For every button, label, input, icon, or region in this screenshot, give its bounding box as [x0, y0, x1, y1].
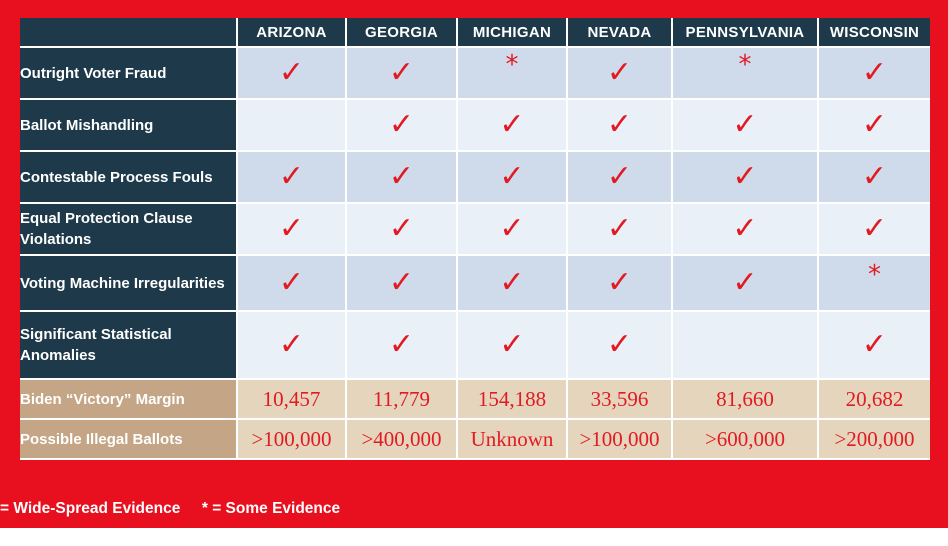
- margin-value: 81,660: [673, 380, 819, 420]
- mark-cell: [458, 100, 568, 152]
- mark-cell: [673, 100, 819, 152]
- mark-cell: [819, 256, 930, 312]
- illegal-ballots-value: >100,000: [568, 420, 673, 460]
- table-row: [20, 204, 930, 256]
- mark-cell: [458, 204, 568, 256]
- checkmark-icon: ✓: [388, 107, 415, 142]
- checkmark-icon: ✓: [861, 211, 888, 246]
- illegal-ballots-value: >400,000: [347, 420, 458, 460]
- evidence-table: [20, 18, 930, 460]
- column-header: ARIZONA: [238, 18, 347, 48]
- header-row: [20, 18, 930, 48]
- mark-cell: [673, 312, 819, 380]
- checkmark-icon: ✓: [606, 107, 633, 142]
- margin-value: 10,457: [238, 380, 347, 420]
- row-label: Voting Machine Irregularities: [20, 256, 238, 312]
- illegal-ballots-row: [20, 420, 930, 460]
- row-label: Significant Statistical Anomalies: [20, 312, 238, 380]
- table-row: [20, 100, 930, 152]
- column-header: PENNSYLVANIA: [673, 18, 819, 48]
- mark-cell: [568, 256, 673, 312]
- margin-row: [20, 380, 930, 420]
- checkmark-icon: ✓: [606, 265, 633, 300]
- mark-cell: [347, 312, 458, 380]
- mark-cell: [238, 48, 347, 100]
- mark-cell: [458, 312, 568, 380]
- margin-value: 11,779: [347, 380, 458, 420]
- mark-cell: [458, 152, 568, 204]
- mark-cell: [458, 256, 568, 312]
- checkmark-icon: ✓: [732, 159, 758, 194]
- margin-value: 154,188: [458, 380, 568, 420]
- checkmark-icon: ✓: [861, 107, 888, 142]
- column-header: WISCONSIN: [819, 18, 930, 48]
- mark-cell: [347, 204, 458, 256]
- mark-cell: [819, 100, 930, 152]
- mark-cell: [238, 204, 347, 256]
- legend-text: = Wide-Spread Evidence * = Some Evidence: [0, 500, 341, 517]
- asterisk-icon: *: [738, 50, 752, 80]
- mark-cell: [673, 204, 819, 256]
- row-label: Biden “Victory” Margin: [20, 380, 238, 420]
- mark-cell: [458, 48, 568, 100]
- table-row: [20, 152, 930, 204]
- checkmark-icon: ✓: [278, 265, 305, 300]
- mark-cell: [568, 312, 673, 380]
- checkmark-icon: ✓: [278, 55, 305, 90]
- margin-value: 33,596: [568, 380, 673, 420]
- row-label: Possible Illegal Ballots: [20, 420, 238, 460]
- mark-cell: [819, 204, 930, 256]
- mark-cell: [819, 48, 930, 100]
- checkmark-icon: ✓: [388, 265, 415, 300]
- checkmark-icon: ✓: [388, 211, 415, 246]
- column-header: MICHIGAN: [458, 18, 568, 48]
- column-header: GEORGIA: [347, 18, 458, 48]
- mark-cell: [819, 312, 930, 380]
- corner-cell: [20, 18, 238, 48]
- mark-cell: [238, 152, 347, 204]
- illegal-ballots-value: >200,000: [819, 420, 930, 460]
- mark-cell: [673, 256, 819, 312]
- margin-value: 20,682: [819, 380, 930, 420]
- checkmark-icon: ✓: [861, 327, 888, 362]
- checkmark-icon: ✓: [606, 327, 633, 362]
- asterisk-icon: *: [505, 50, 519, 80]
- checkmark-icon: ✓: [499, 211, 525, 246]
- mark-cell: [568, 204, 673, 256]
- mark-cell: [568, 48, 673, 100]
- checkmark-icon: ✓: [732, 107, 758, 142]
- mark-cell: [347, 100, 458, 152]
- checkmark-icon: ✓: [499, 159, 525, 194]
- checkmark-icon: ✓: [388, 159, 415, 194]
- table-row: [20, 256, 930, 312]
- checkmark-icon: ✓: [732, 211, 758, 246]
- table-row: [20, 312, 930, 380]
- checkmark-icon: ✓: [606, 211, 633, 246]
- mark-cell: [238, 312, 347, 380]
- mark-cell: [568, 100, 673, 152]
- row-label: Ballot Mishandling: [20, 100, 238, 152]
- row-label: Contestable Process Fouls: [20, 152, 238, 204]
- table-row: [20, 48, 930, 100]
- checkmark-icon: ✓: [278, 327, 305, 362]
- row-label: Equal Protection Clause Violations: [20, 204, 238, 256]
- mark-cell: [238, 256, 347, 312]
- column-header: NEVADA: [568, 18, 673, 48]
- checkmark-icon: ✓: [388, 327, 415, 362]
- illegal-ballots-value: >100,000: [238, 420, 347, 460]
- checkmark-icon: ✓: [499, 265, 525, 300]
- checkmark-icon: ✓: [861, 55, 888, 90]
- illegal-ballots-value: >600,000: [673, 420, 819, 460]
- checkmark-icon: ✓: [278, 211, 305, 246]
- checkmark-icon: ✓: [499, 327, 525, 362]
- asterisk-icon: *: [868, 260, 881, 290]
- checkmark-icon: ✓: [861, 159, 888, 194]
- checkmark-icon: ✓: [388, 55, 415, 90]
- row-label: Outright Voter Fraud: [20, 48, 238, 100]
- mark-cell: [347, 256, 458, 312]
- mark-cell: [238, 100, 347, 152]
- checkmark-icon: ✓: [606, 159, 633, 194]
- mark-cell: [673, 48, 819, 100]
- checkmark-icon: ✓: [278, 159, 305, 194]
- mark-cell: [673, 152, 819, 204]
- mark-cell: [819, 152, 930, 204]
- mark-cell: [347, 152, 458, 204]
- illegal-ballots-value: Unknown: [458, 420, 568, 460]
- checkmark-icon: ✓: [732, 265, 758, 300]
- checkmark-icon: ✓: [606, 55, 633, 90]
- mark-cell: [347, 48, 458, 100]
- checkmark-icon: ✓: [499, 107, 525, 142]
- mark-cell: [568, 152, 673, 204]
